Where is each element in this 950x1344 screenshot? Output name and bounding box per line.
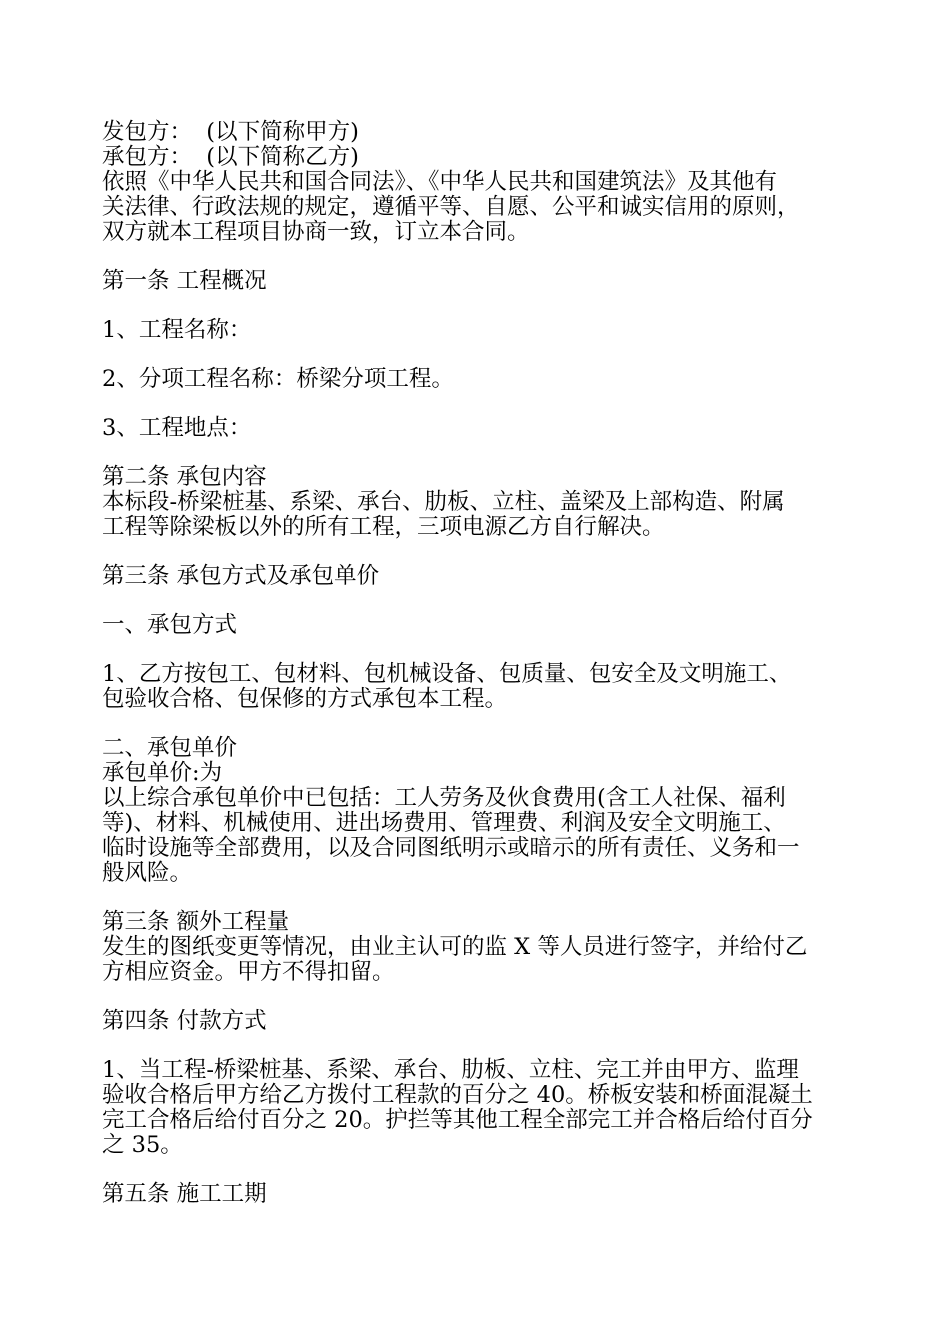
- paragraph-gap: [102, 638, 862, 662]
- article-2-title: 第二条 承包内容: [102, 464, 267, 490]
- contract-document: [102, 120, 862, 1207]
- unit-price-body-line: 以上综合承包单价中已包括：工人劳务及伙食费用(含工人社保、福利: [102, 785, 786, 811]
- article-1-title: 第一条 工程概况: [102, 268, 267, 294]
- unit-price-body-line: 般风险。: [102, 860, 193, 886]
- extra-work-title: 第三条 额外工程量: [102, 909, 290, 935]
- paragraph-gap: [102, 1034, 862, 1058]
- paragraph-gap: [102, 1158, 862, 1182]
- project-location-line: 3、工程地点：: [102, 415, 252, 441]
- paragraph-gap: [102, 343, 862, 367]
- paragraph-gap: [102, 985, 862, 1009]
- contract-method-line: 包验收合格、包保修的方式承包本工程。: [102, 686, 508, 712]
- article-2-body-line: 工程等除梁板以外的所有工程，三项电源乙方自行解决。: [102, 514, 665, 540]
- article-4-title: 第四条 付款方式: [102, 1008, 267, 1034]
- paragraph-gap: [102, 441, 862, 465]
- payment-body-line: 1、当工程-桥梁桩基、系梁、承台、肋板、立柱、完工并由甲方、监理: [102, 1057, 799, 1083]
- preamble-line: 关法律、行政法规的规定，遵循平等、自愿、公平和诚实信用的原则，: [102, 194, 800, 220]
- paragraph-gap: [102, 392, 862, 416]
- contractor-line: 承包方： (以下简称乙方): [102, 144, 359, 170]
- article-2-body-line: 本标段-桥梁桩基、系梁、承台、肋板、立柱、盖梁及上部构造、附属: [102, 489, 785, 515]
- unit-price-heading: 二、承包单价: [102, 735, 238, 761]
- payment-body-line: 完工合格后给付百分之 20。护拦等其他工程全部完工并合格后给付百分: [102, 1107, 813, 1133]
- paragraph-gap: [102, 294, 862, 318]
- contract-method-heading: 一、承包方式: [102, 612, 238, 638]
- contract-method-line: 1、乙方按包工、包材料、包机械设备、包质量、包安全及文明施工、: [102, 661, 792, 687]
- article-3-title: 第三条 承包方式及承包单价: [102, 563, 380, 589]
- sub-project-name-line: 2、分项工程名称：桥梁分项工程。: [102, 366, 454, 392]
- paragraph-gap: [102, 589, 862, 613]
- paragraph-gap: [102, 540, 862, 564]
- paragraph-gap: [102, 245, 862, 269]
- preamble-line: 双方就本工程项目协商一致，订立本合同。: [102, 219, 530, 245]
- extra-work-body-line: 发生的图纸变更等情况，由业主认可的监 X 等人员进行签字，并给付乙: [102, 934, 808, 960]
- unit-price-body-line: 临时设施等全部费用，以及合同图纸明示或暗示的所有责任、义务和一: [102, 835, 800, 861]
- unit-price-line: 承包单价:为: [102, 760, 223, 786]
- paragraph-gap: [102, 886, 862, 910]
- extra-work-body-line: 方相应资金。甲方不得扣留。: [102, 959, 395, 985]
- article-5-title: 第五条 施工工期: [102, 1181, 267, 1207]
- preamble-line: 依照《中华人民共和国合同法》、《中华人民共和国建筑法》及其他有: [102, 169, 778, 195]
- unit-price-body-line: 等)、材料、机械使用、进出场费用、管理费、利润及安全文明施工、: [102, 810, 786, 836]
- paragraph-gap: [102, 712, 862, 736]
- project-name-line: 1、工程名称：: [102, 317, 252, 343]
- payment-body-line: 之 35。: [102, 1132, 183, 1158]
- employer-line: 发包方： (以下简称甲方): [102, 119, 359, 145]
- payment-body-line: 验收合格后甲方给乙方拨付工程款的百分之 40。桥板安装和桥面混凝土: [102, 1082, 813, 1108]
